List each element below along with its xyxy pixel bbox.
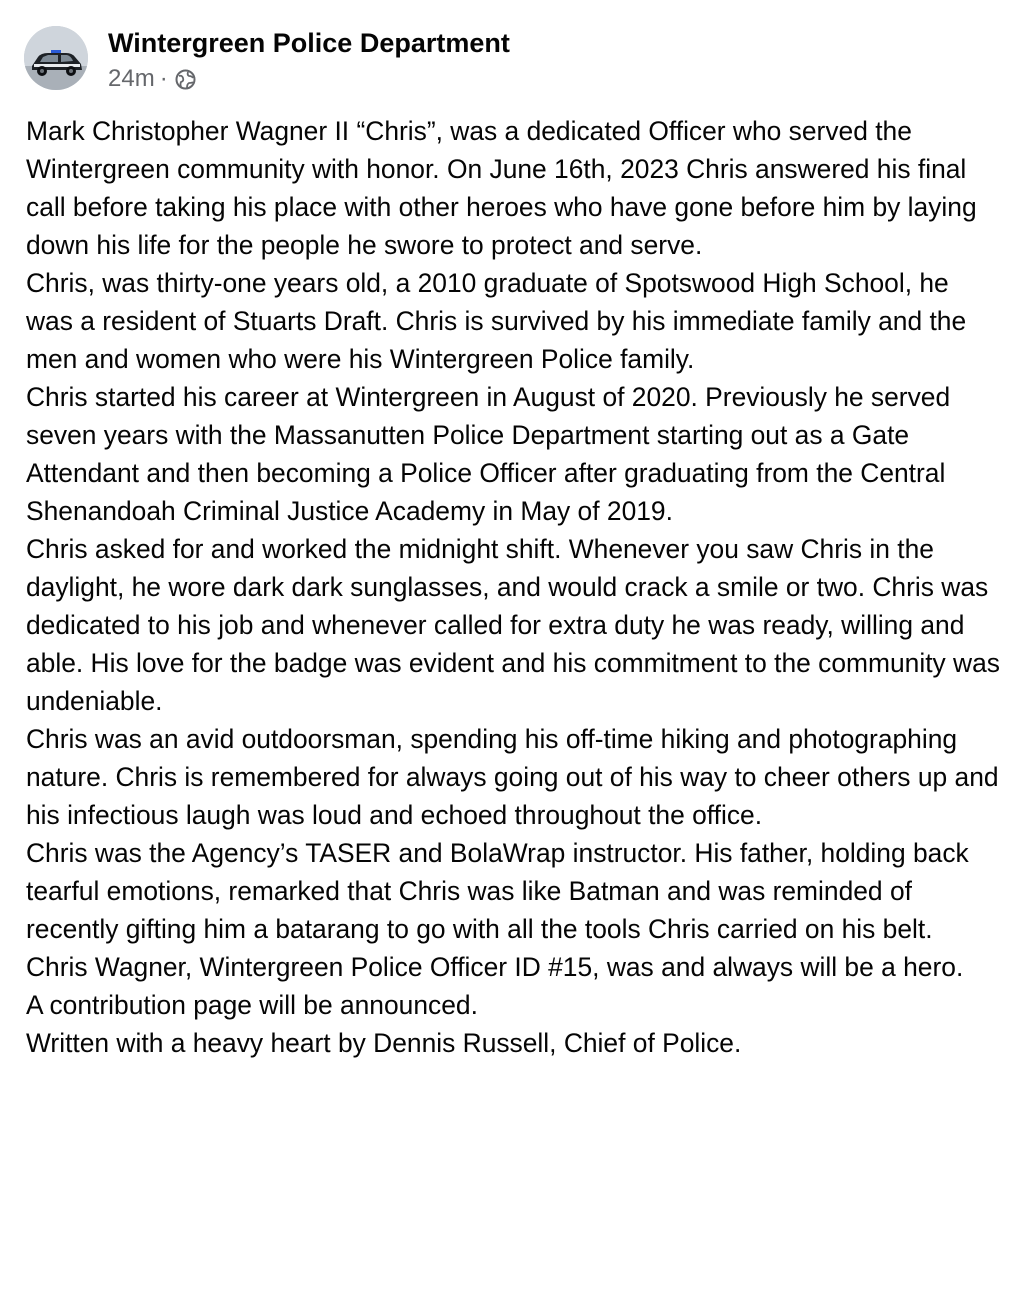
paragraph-1: Mark Christopher Wagner II “Chris”, was a dedicated Officer who served the Wintergreen community with honor. On June 16th, 2023 Chris answered his final call before taking his place with other heroes who have gone before him by laying down his life for the people he swore to protect and serve. [26,116,977,260]
post-header [24,24,984,100]
post-message [26,112,1001,1062]
paragraph-6: Chris was the Agency’s TASER and BolaWrap instructor. His father, holding back tearful emotions, remarked that Chris was like Batman and was reminded of recently gifting him a batarang to go with all the tools Chris carried on his belt. [26,838,969,944]
paragraph-2: Chris, was thirty-one years old, a 2010 graduate of Spotswood High School, he was a resident of Stuarts Draft. Chris is survived by his immediate family and the men and women who were his Wintergreen Police family. [26,268,967,374]
page-avatar[interactable] [24,26,88,90]
police-car-icon [24,26,88,90]
paragraph-3: Chris started his career at Wintergreen in August of 2020. Previously he served seven years with the Massanutten Police Department starting out as a Gate Attendant and then becoming a Police Officer after graduating from the Central Shenandoah Criminal Justice Academy in May of 2019. [26,382,951,526]
post-meta [108,64,196,94]
post-timestamp[interactable]: 24m [108,65,155,92]
paragraph-5: Chris was an avid outdoorsman, spending his off-time hiking and photographing nature. Chris is remembered for always going out of his way to cheer others up and his infectious laugh was loud and echoed throughout the office. [26,724,999,830]
paragraph-8: A contribution page will be announced. [26,990,478,1020]
paragraph-9: Written with a heavy heart by Dennis Russell, Chief of Police. [26,1028,742,1058]
meta-separator: · [159,65,168,92]
paragraph-4: Chris asked for and worked the midnight shift. Whenever you saw Chris in the daylight, he wore dark dark sunglasses, and would crack a smile or two. Chris was dedicated to his job and whenever called for extra duty he was ready, willing and able. His love for the badge was evident and his commitment to the community was undeniable. [26,534,1000,716]
page-name[interactable]: Wintergreen Police Department [108,28,510,58]
paragraph-7: Chris Wagner, Wintergreen Police Officer ID #15, was and always will be a hero. [26,952,964,982]
globe-icon[interactable] [175,69,196,90]
